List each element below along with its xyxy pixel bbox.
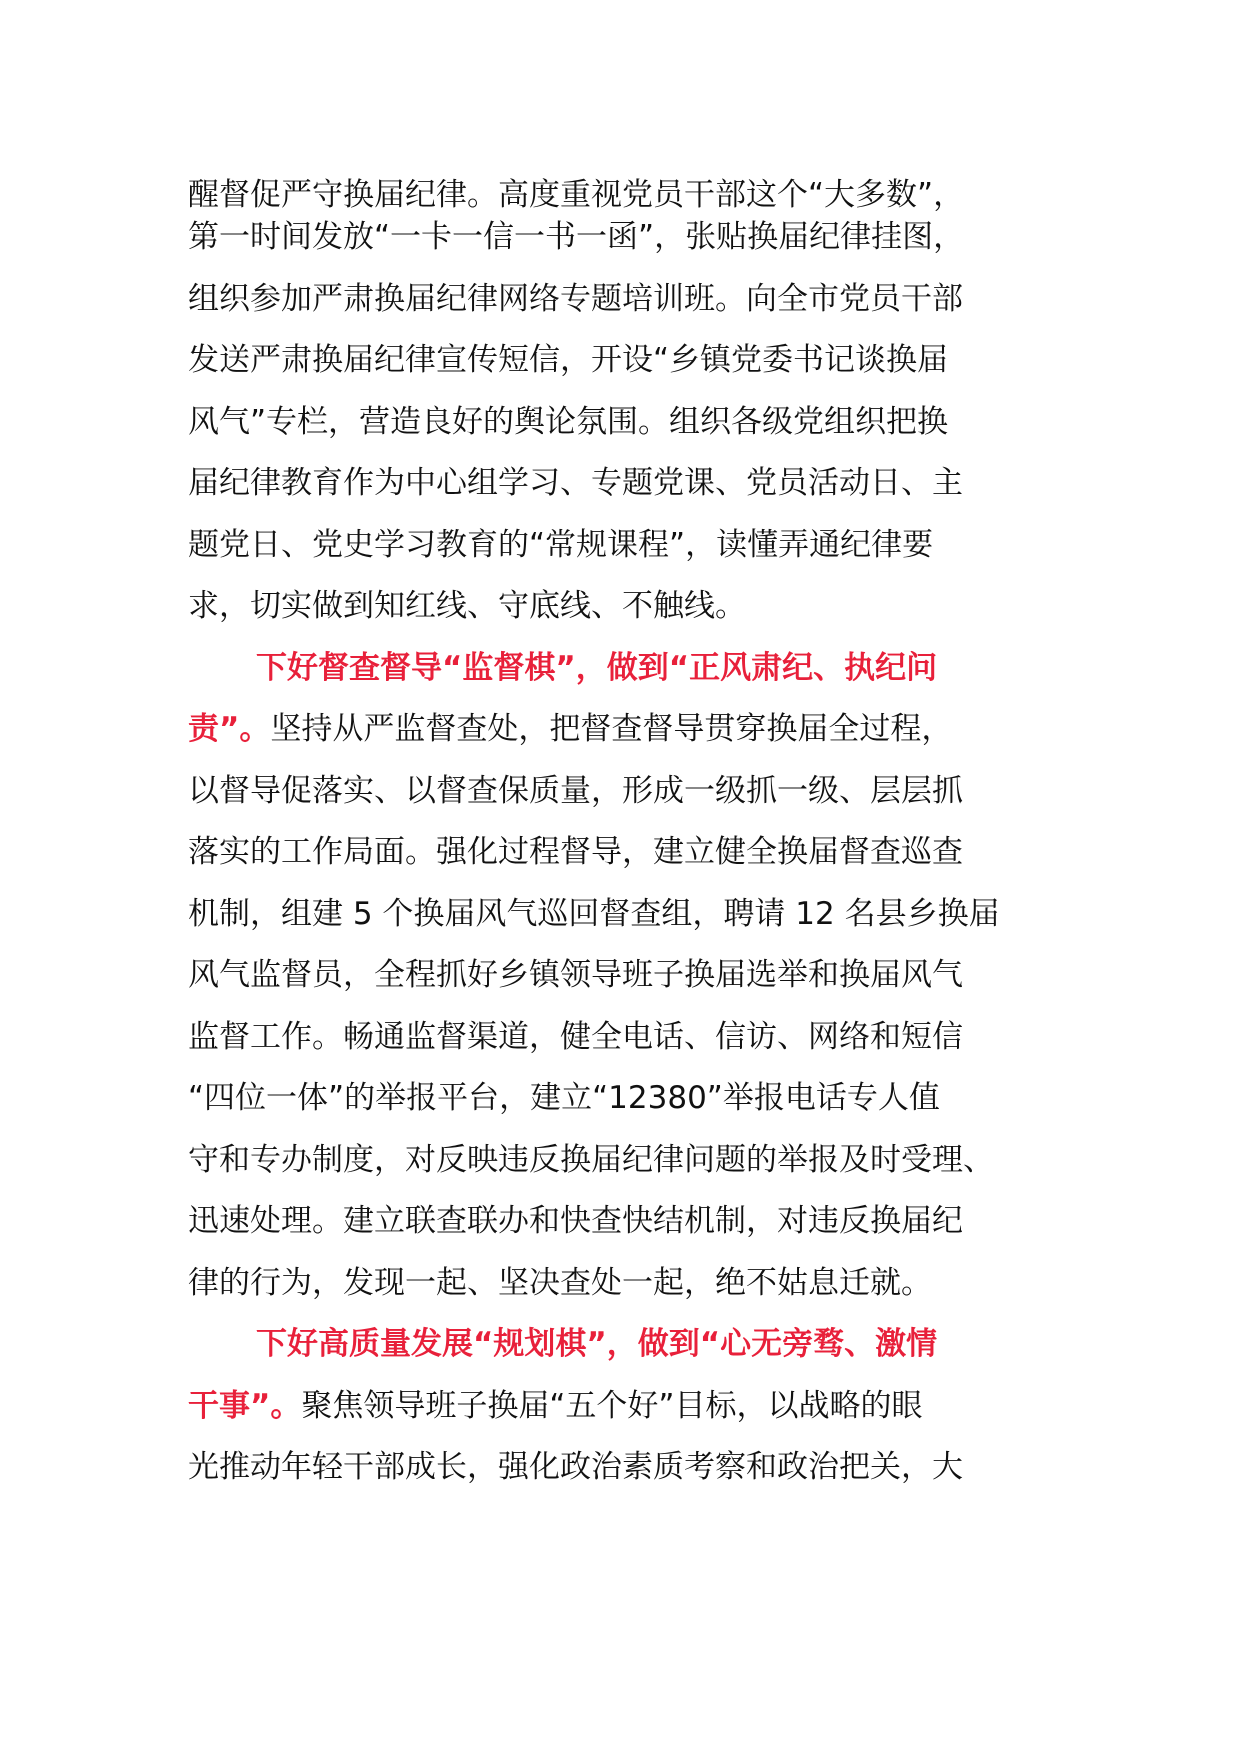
body-text: 风气监督员，全程抓好乡镇领导班子换届选举和换届风气 xyxy=(188,957,963,993)
text-line-2 xyxy=(188,204,1054,270)
body-text: 律的行为，发现一起、坚决查处一起，绝不姑息迁就。 xyxy=(188,1265,932,1301)
text-line-3 xyxy=(188,266,1054,332)
text-line-10 xyxy=(188,696,1054,762)
text-line-19 xyxy=(188,1250,1054,1316)
body-text: 聚焦领导班子换届“五个好”目标，以战略的眼 xyxy=(301,1388,923,1424)
text-line-16 xyxy=(188,1065,1054,1131)
text-line-7 xyxy=(188,512,1054,578)
body-text: 监督工作。畅通监督渠道，健全电话、信访、网络和短信 xyxy=(188,1019,963,1055)
body-text: 求，切实做到知红线、守底线、不触线。 xyxy=(188,588,746,624)
body-text: 届纪律教育作为中心组学习、专题党课、党员活动日、主 xyxy=(188,465,963,501)
text-line-13 xyxy=(188,881,1054,947)
text-line-14 xyxy=(188,942,1054,1008)
red-heading: 下好督查督导“监督棋”，做到“正风肃纪、执纪问 xyxy=(256,650,938,686)
body-text: 组织参加严肃换届纪律网络专题培训班。向全市党员干部 xyxy=(188,281,963,317)
text-line-17 xyxy=(188,1127,1054,1193)
text-line-18 xyxy=(188,1188,1054,1254)
text-line-11 xyxy=(188,758,1054,824)
body-text: 风气”专栏，营造良好的舆论氛围。组织各级党组织把换 xyxy=(188,404,949,440)
body-text: 以督导促落实、以督查保质量，形成一级抓一级、层层抓 xyxy=(188,773,963,809)
body-text: 醒督促严守换届纪律。高度重视党员干部这个“大多数”， xyxy=(188,177,965,213)
red-heading: 干事”。 xyxy=(188,1388,302,1424)
body-text: 坚持从严监督查处，把督查督导贯穿换届全过程， xyxy=(270,711,953,747)
text-line-4 xyxy=(188,327,1054,393)
text-line-9 xyxy=(256,635,1054,701)
text-line-6 xyxy=(188,450,1054,516)
text-line-21 xyxy=(188,1373,1054,1439)
text-line-15 xyxy=(188,1004,1054,1070)
body-text: 第一时间发放“一卡一信一书一函”，张贴换届纪律挂图， xyxy=(188,219,965,255)
body-text: 迅速处理。建立联查联办和快查快结机制，对违反换届纪 xyxy=(188,1203,963,1239)
body-text: 题党日、党史学习教育的“常规课程”，读懂弄通纪律要 xyxy=(188,527,934,563)
text-line-5 xyxy=(188,389,1054,455)
body-text: 守和专办制度，对反映违反换届纪律问题的举报及时受理、 xyxy=(188,1142,994,1178)
text-line-22 xyxy=(188,1434,1054,1500)
text-line-8 xyxy=(188,573,1054,639)
body-text: 机制，组建 5 个换届风气巡回督查组，聘请 12 名县乡换届 xyxy=(188,896,1000,932)
body-text: 发送严肃换届纪律宣传短信，开设“乡镇党委书记谈换届 xyxy=(188,342,949,378)
body-text: 落实的工作局面。强化过程督导，建立健全换届督查巡查 xyxy=(188,834,963,870)
body-text: 光推动年轻干部成长，强化政治素质考察和政治把关，大 xyxy=(188,1449,963,1485)
red-heading: 下好高质量发展“规划棋”，做到“心无旁骛、激情 xyxy=(256,1326,938,1362)
body-text: “四位一体”的举报平台，建立“12380”举报电话专人值 xyxy=(188,1080,940,1116)
text-line-20 xyxy=(256,1311,1054,1377)
text-line-12 xyxy=(188,819,1054,885)
red-heading: 责”。 xyxy=(188,711,271,747)
